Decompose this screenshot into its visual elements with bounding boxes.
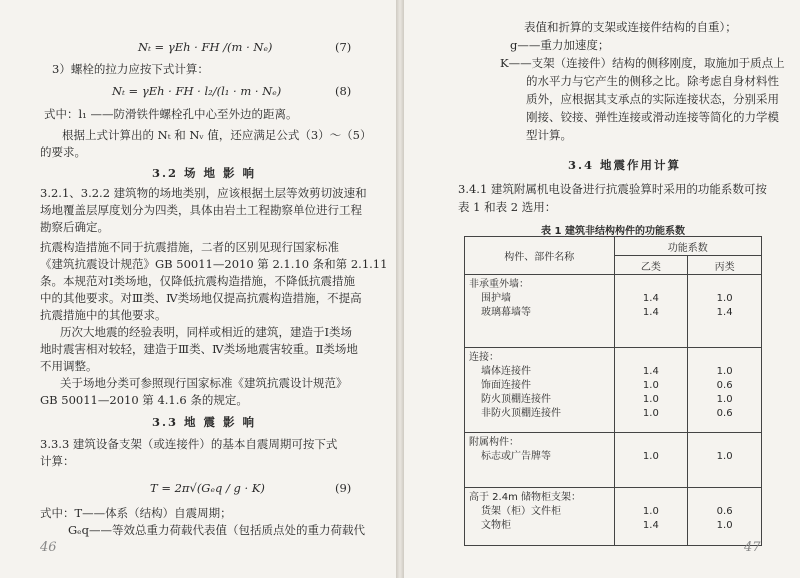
table-caption: 表 1 建筑非结构构件的功能系数 — [541, 226, 685, 237]
value-class-c: 1.0 — [716, 293, 733, 304]
para-line: 《建筑抗震设计规范》GB 50011—2010 第 2.1.10 条和第 2.1.11 — [40, 257, 388, 271]
equation-8-number: (8) — [335, 84, 352, 98]
value-class-c: 1.0 — [716, 394, 733, 405]
table-row — [465, 348, 762, 433]
value-class-b: 1.0 — [642, 451, 659, 462]
item-name: 货架（柜）文件柜 — [481, 506, 561, 517]
header-class-c: 丙类 — [688, 256, 762, 275]
value-class-c: 1.0 — [716, 520, 733, 531]
value-class-c: 1.0 — [716, 451, 733, 462]
k-definition-line: K——支架（连接件）结构的侧移刚度，取施加于质点上 — [500, 56, 785, 70]
para-line: 抗震措施中的其他要求。 — [40, 308, 167, 322]
item-name: 标志或广告牌等 — [481, 451, 551, 462]
table-row — [465, 488, 762, 546]
continued-line: g——重力加速度； — [510, 38, 610, 52]
group-title: 非承重外墙： — [469, 279, 529, 290]
value-class-b: 1.4 — [642, 520, 659, 531]
check-text-line: 的要求。 — [40, 145, 86, 159]
para-line: 条。本规范对Ⅰ类场地，仅降低抗震构造措施，不降低抗震措施 — [40, 274, 356, 288]
section-3-3-title: 3.3 地 震 影 响 — [152, 415, 257, 429]
group-title: 连接： — [469, 352, 499, 363]
para-line: 关于场地分类可参照现行国家标准《建筑抗震设计规范》 — [60, 376, 348, 390]
para-line: 勘察后确定。 — [40, 220, 109, 234]
value-class-c: 1.0 — [716, 366, 733, 377]
item-name: 饰面连接件 — [481, 380, 531, 391]
item-name: 文物柜 — [481, 520, 511, 531]
value-class-b: 1.0 — [642, 408, 659, 419]
group-title: 高于 2.4m 储物柜支架： — [469, 492, 582, 503]
group-title: 附属构件： — [469, 437, 519, 448]
table-row — [465, 275, 762, 348]
page-number-right: 47 — [744, 540, 761, 555]
para-line: 历次大地震的经验表明，同样或相近的建筑，建造于Ⅰ类场 — [60, 325, 353, 339]
item-name: 防火顶棚连接件 — [481, 394, 551, 405]
para-line: 中的其他要求。对Ⅲ类、Ⅳ类场地仅提高抗震构造措施，不提高 — [40, 291, 362, 305]
equation-7-number: (7) — [335, 40, 352, 54]
value-class-c: 0.6 — [716, 380, 733, 391]
header-coefficient: 功能系数 — [614, 237, 761, 256]
para-line: 计算： — [40, 454, 75, 468]
value-class-b: 1.0 — [642, 394, 659, 405]
right-page — [404, 0, 800, 578]
item-name: 非防火顶棚连接件 — [481, 408, 561, 419]
value-class-b: 1.4 — [642, 366, 659, 377]
value-class-c: 1.4 — [716, 307, 733, 318]
header-class-b: 乙类 — [614, 256, 688, 275]
para-line: 3.2.1、3.2.2 建筑物的场地类别，应该根据土层等效剪切波速和 — [40, 186, 367, 200]
value-class-b: 1.4 — [642, 307, 659, 318]
item-name: 玻璃幕墙等 — [481, 307, 531, 318]
k-definition-line: 刚接、铰接、弹性连接或滑动连接等简化的力学模 — [526, 110, 779, 124]
equation-8-where: 式中：l₁ ——防滑铁件螺栓孔中心至外边的距离。 — [44, 107, 298, 121]
book-gutter — [396, 0, 404, 578]
header-component: 构件、部件名称 — [465, 237, 615, 275]
value-class-b: 1.0 — [642, 506, 659, 517]
para-line: GB 50011—2010 第 4.1.6 条的规定。 — [40, 393, 248, 407]
para-line: 不用调整。 — [40, 359, 98, 373]
left-page — [0, 0, 396, 578]
value-class-b: 1.0 — [642, 380, 659, 391]
item-name: 墙体连接件 — [481, 366, 531, 377]
value-class-b: 1.4 — [642, 293, 659, 304]
para-line: 3.3.3 建筑设备支架（或连接件）的基本自震周期可按下式 — [40, 437, 338, 451]
k-definition-line: 的水平力与它产生的侧移之比。除考虑自身材料性 — [526, 74, 779, 88]
para-line: 抗震构造措施不同于抗震措施，二者的区别见现行国家标准 — [40, 240, 339, 254]
k-definition-line: 质外，应根据其支承点的实际连接状态，分别采用 — [526, 92, 779, 106]
page-number-left: 46 — [40, 540, 57, 555]
equation-8: Nₜ = γEh · FH · l₂/(l₁ · m · Nₑ) — [112, 84, 282, 98]
para-line: 地时震害相对较轻，建造于Ⅲ类、Ⅳ类场地震害较重。Ⅱ类场地 — [40, 342, 358, 356]
value-class-c: 0.6 — [716, 506, 733, 517]
equation-9-where: Gₑq——等效总重力荷载代表值（包括质点处的重力荷载代 — [68, 523, 365, 537]
equation-7: Nₜ = γEh · FH /(m · Nₑ) — [138, 40, 273, 54]
item-name: 围护墙 — [481, 293, 511, 304]
value-class-c: 0.6 — [716, 408, 733, 419]
equation-9-where: 式中：T——体系（结构）自震周期； — [40, 506, 232, 520]
para-line: 场地覆盖层厚度划分为四类，具体由岩土工程勘察单位进行工程 — [40, 203, 362, 217]
table-row — [465, 433, 762, 488]
para-line: 表 1 和表 2 选用： — [458, 200, 557, 214]
equation-9-number: (9) — [335, 481, 352, 495]
para-line: 3.4.1 建筑附属机电设备进行抗震验算时采用的功能系数可按 — [458, 182, 767, 196]
continued-line: 表值和折算的支架或连接件结构的自重）； — [524, 20, 737, 34]
section-3-2-title: 3.2 场 地 影 响 — [152, 166, 257, 180]
section-3-4-title: 3.4 地震作用计算 — [568, 158, 682, 172]
check-text-line: 根据上式计算出的 Nₜ 和 Nᵥ 值，还应满足公式（3）～（5） — [62, 128, 372, 142]
k-definition-line: 型计算。 — [526, 128, 572, 142]
equation-9: T = 2π√(Gₑq / g · K) — [150, 481, 265, 495]
bolt-tension-intro: 3）螺栓的拉力应按下式计算： — [52, 62, 209, 76]
function-coefficient-table — [464, 236, 762, 546]
